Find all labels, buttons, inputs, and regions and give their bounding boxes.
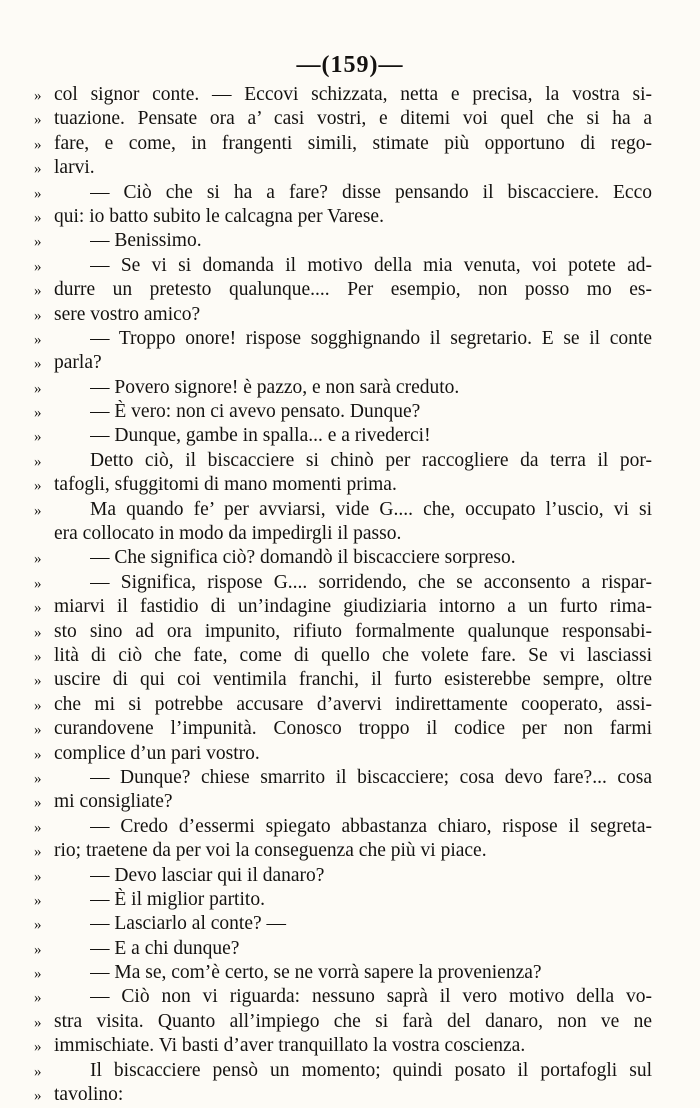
quote-mark: » [34, 673, 42, 690]
quote-mark: » [34, 868, 42, 885]
text-line [34, 595, 652, 619]
quote-mark: » [34, 990, 42, 1007]
quote-mark: » [34, 648, 42, 665]
text-line [34, 668, 652, 692]
text-line [34, 1059, 652, 1083]
text-line [34, 1010, 652, 1034]
line-text: — Troppo onore! rispose sogghignando il segretario. E se il conte [90, 327, 652, 349]
page-number-header: —(159)— [296, 52, 404, 78]
page-text [34, 83, 652, 1107]
quote-mark: » [34, 478, 42, 495]
quote-mark: » [34, 234, 42, 251]
quote-mark: » [34, 356, 42, 373]
line-text: durre un pretesto qualunque.... Per esempio, non posso mo es- [54, 279, 652, 301]
quote-mark: » [34, 966, 42, 983]
text-line [34, 327, 652, 351]
text-line [34, 107, 652, 131]
text-line [34, 985, 652, 1009]
text-line [34, 181, 652, 205]
line-text: rio; traetene da per voi la conseguenza che più vi piace. [54, 840, 487, 862]
quote-mark: » [34, 892, 42, 909]
quote-mark: » [34, 770, 42, 787]
text-line [34, 742, 652, 766]
quote-mark: » [34, 600, 42, 617]
text-line [34, 693, 652, 717]
quote-mark: » [34, 722, 42, 739]
quote-mark: » [34, 258, 42, 275]
text-line [34, 449, 652, 473]
text-line [34, 815, 652, 839]
text-line [34, 1083, 652, 1107]
line-text: — Lasciarlo al conte? — [90, 913, 286, 935]
quote-mark: » [34, 697, 42, 714]
quote-mark: » [34, 746, 42, 763]
line-text: curandovene l’impunità. Conosco troppo il codice per non farmi [54, 718, 652, 740]
line-text: tavolino: [54, 1084, 124, 1106]
quote-mark: » [34, 1088, 42, 1105]
line-text: complice d’un pari vostro. [54, 742, 260, 764]
line-text: — Ciò che si ha a fare? disse pensando il biscacciere. Ecco [90, 181, 652, 203]
line-text: miarvi il fastidio di un’indagine giudiziaria intorno a un furto rima- [54, 596, 652, 618]
line-text: Detto ciò, il biscacciere si chinò per raccogliere da terra il por- [90, 449, 652, 471]
line-text: uscire di qui coi ventimila franchi, il furto esisterebbe sempre, oltre [54, 669, 652, 691]
quote-mark: » [34, 429, 42, 446]
line-text: parla? [54, 352, 102, 374]
quote-mark: » [34, 405, 42, 422]
quote-mark: » [34, 185, 42, 202]
line-text: Il biscacciere pensò un momento; quindi posato il portafogli sul [90, 1059, 652, 1081]
line-text: era collocato in modo da impedirgli il passo. [54, 523, 402, 545]
quote-mark: » [34, 917, 42, 934]
text-line [34, 229, 652, 253]
line-text: sere vostro amico? [54, 303, 201, 325]
text-line [34, 156, 652, 180]
text-line [34, 571, 652, 595]
text-line [34, 400, 652, 424]
text-line [34, 278, 652, 302]
text-line [34, 766, 652, 790]
text-line [34, 546, 652, 570]
text-line [34, 351, 652, 375]
quote-mark: » [34, 112, 42, 129]
text-line [34, 376, 652, 400]
line-text: col signor conte. — Eccovi schizzata, netta e precisa, la vostra si- [54, 84, 652, 105]
line-text: — È vero: non ci avevo pensato. Dunque? [90, 401, 421, 423]
quote-mark: » [34, 1039, 42, 1056]
quote-mark: » [34, 819, 42, 836]
line-text: — Che significa ciò? domandò il biscacciere sorpreso. [90, 547, 516, 569]
line-text: mi consigliate? [54, 791, 173, 813]
quote-mark: » [34, 307, 42, 324]
line-text: — Devo lasciar qui il danaro? [90, 864, 325, 886]
text-line [34, 644, 652, 668]
line-text: — Povero signore! è pazzo, e non sarà creduto. [90, 376, 460, 398]
line-text: qui: io batto subito le calcagna per Varese. [54, 205, 384, 227]
line-text: tuazione. Pensate ora a’ casi vostri, e ditemi voi quel che si ha a [54, 108, 652, 130]
text-line [34, 888, 652, 912]
text-line [34, 522, 652, 546]
line-text: tafogli, sfuggitomi di mano momenti prima. [54, 474, 397, 496]
quote-mark: » [34, 331, 42, 348]
line-text: — Benissimo. [90, 230, 202, 252]
quote-mark: » [34, 209, 42, 226]
quote-mark: » [34, 795, 42, 812]
line-text: larvi. [54, 157, 95, 179]
quote-mark: » [34, 453, 42, 470]
text-line [34, 839, 652, 863]
text-line [34, 205, 652, 229]
quote-mark: » [34, 502, 42, 519]
line-text: lità di ciò che fate, come di quello che volete fare. Se vi lasciassi [54, 644, 652, 666]
quote-mark: » [34, 1063, 42, 1080]
line-text: stra visita. Quanto all’impiego che si farà del danaro, non ve ne [54, 1010, 652, 1032]
line-text: — È il miglior partito. [90, 888, 265, 910]
quote-mark: » [34, 844, 42, 861]
line-text: che mi si potrebbe accusare d’avervi indirettamente cooperato, assi- [54, 693, 652, 715]
quote-mark: » [34, 283, 42, 300]
quote-mark: » [34, 624, 42, 641]
text-line [34, 937, 652, 961]
text-line [34, 424, 652, 448]
line-text: — Credo d’essermi spiegato abbastanza chiaro, rispose il segreta- [90, 815, 652, 837]
line-text: — Dunque? chiese smarrito il biscacciere; cosa devo fare?... cosa [90, 766, 652, 788]
text-line [34, 498, 652, 522]
text-line [34, 303, 652, 327]
text-line [34, 1034, 652, 1058]
quote-mark: » [34, 575, 42, 592]
text-line [34, 83, 652, 107]
quote-mark: » [34, 1014, 42, 1031]
text-line [34, 473, 652, 497]
text-line [34, 132, 652, 156]
quote-mark: » [34, 161, 42, 178]
quote-mark: » [34, 136, 42, 153]
line-text: — Dunque, gambe in spalla... e a rivederci! [90, 425, 431, 447]
line-text: — E a chi dunque? [90, 937, 240, 959]
text-line [34, 961, 652, 985]
text-line [34, 912, 652, 936]
line-text: — Ciò non vi riguarda: nessuno saprà il vero motivo della vo- [90, 986, 652, 1008]
line-text: — Ma se, com’è certo, se ne vorrà sapere la provenienza? [90, 962, 542, 984]
quote-mark: » [34, 380, 42, 397]
text-line [34, 864, 652, 888]
quote-mark: » [34, 88, 42, 104]
quote-mark: » [34, 941, 42, 958]
line-text: sto sino ad ora impunito, rifiuto formalmente qualunque responsabi- [54, 620, 652, 642]
text-line [34, 254, 652, 278]
text-line [34, 620, 652, 644]
text-line [34, 717, 652, 741]
line-text: fare, e come, in frangenti simili, stimate più opportuno di rego- [54, 132, 652, 154]
line-text: — Significa, rispose G.... sorridendo, che se acconsento a rispar- [90, 571, 652, 593]
line-text: Ma quando fe’ per avviarsi, vide G.... che, occupato l’uscio, vi si [90, 498, 652, 520]
line-text: immischiate. Vi basti d’aver tranquillato la vostra coscienza. [54, 1035, 526, 1057]
line-text: — Se vi si domanda il motivo della mia venuta, voi potete ad- [90, 254, 652, 276]
text-line [34, 790, 652, 814]
quote-mark: » [34, 551, 42, 568]
